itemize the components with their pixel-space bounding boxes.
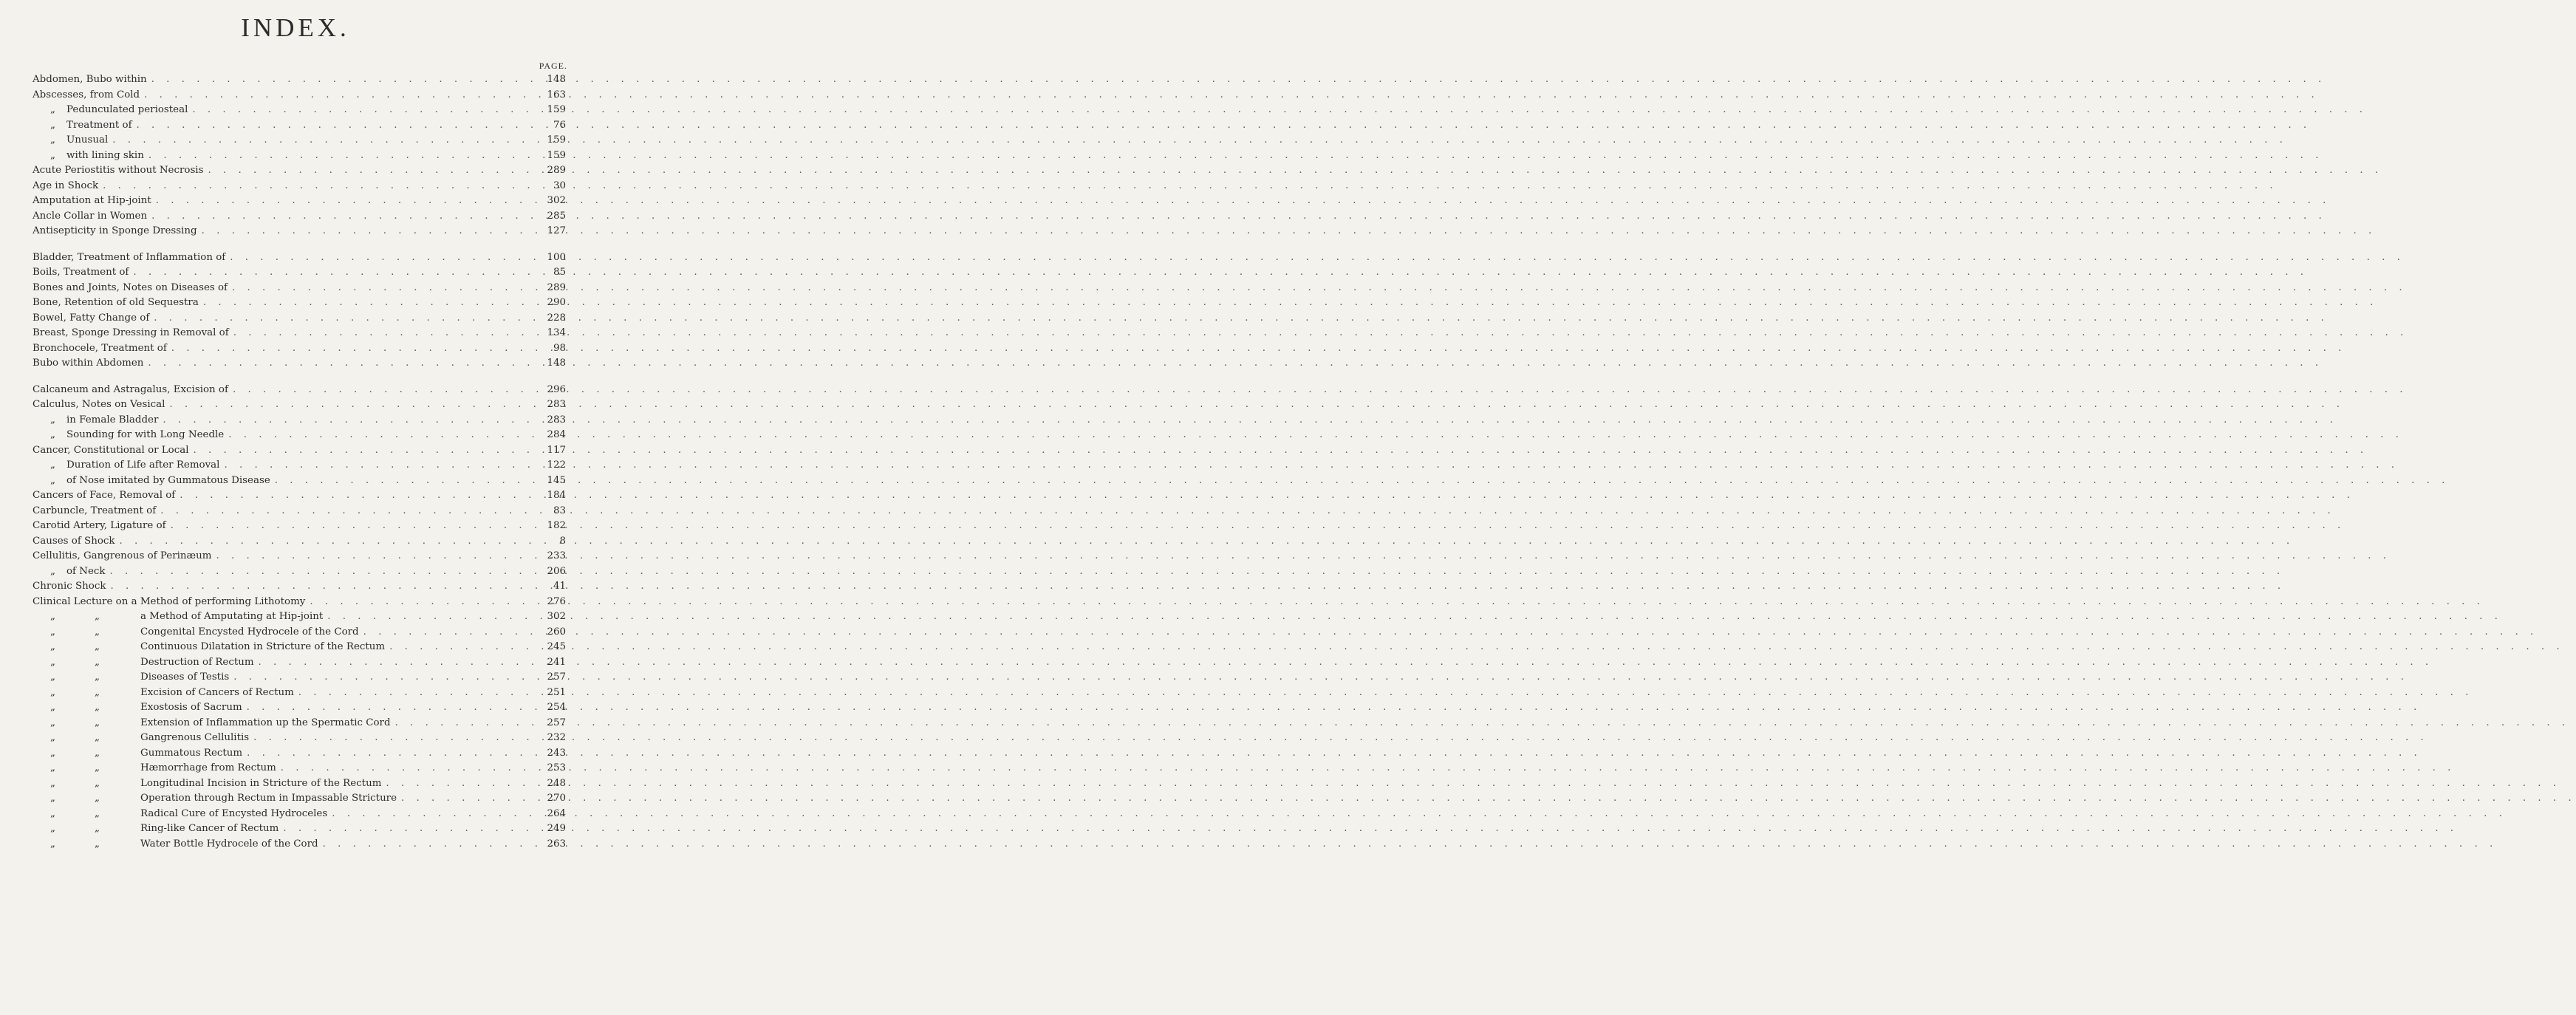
entry-page-number: 98	[553, 342, 566, 354]
ditto-mark: „	[95, 793, 100, 804]
entry-text: Gummatous Rectum	[140, 747, 243, 759]
entry-page-number: 163	[547, 89, 566, 100]
entry-page-number: 296	[547, 383, 566, 395]
index-entry	[33, 702, 566, 717]
ditto-mark: „	[50, 717, 55, 728]
dot-leader	[149, 312, 547, 324]
entry-label	[33, 505, 156, 516]
entry-text: Treatment of	[66, 119, 132, 131]
page-column-header: PAGE.	[539, 61, 567, 71]
entry-label	[33, 536, 115, 547]
dot-leader	[132, 120, 548, 131]
entry-text: a Method of Amputating at Hip-joint	[140, 611, 324, 622]
dot-leader	[144, 150, 547, 161]
entry-text: Cellulitis, Gangrenous of Perinæum	[33, 550, 212, 561]
dot-leader	[359, 626, 547, 638]
entry-label	[33, 89, 140, 100]
entry-text: Antisepticity in Sponge Dressing	[33, 225, 197, 236]
entry-text: Breast, Sponge Dressing in Removal of	[33, 327, 229, 338]
ditto-mark: „	[50, 474, 55, 486]
entry-label	[33, 459, 219, 471]
ditto-mark: „	[50, 134, 55, 146]
ditto-mark: „	[50, 656, 55, 668]
entry-text: Bronchocele, Treatment of	[33, 342, 167, 354]
entry-label	[33, 550, 211, 561]
dot-leader	[228, 384, 547, 395]
entry-page-number: 264	[547, 807, 566, 819]
entry-text: Abdomen, Bubo within	[33, 74, 147, 85]
index-entry	[33, 120, 566, 135]
index-entry	[33, 778, 566, 793]
entry-page-number: 148	[547, 358, 566, 369]
index-entry	[33, 657, 566, 672]
entry-text: Cancer, Constitutional or Local	[33, 444, 189, 456]
entry-label	[33, 312, 149, 324]
ditto-mark: „	[50, 823, 55, 834]
entry-text: Calculus, Notes on Vesical	[33, 399, 165, 410]
entry-page-number: 257	[547, 671, 566, 683]
dot-leader	[254, 657, 547, 668]
index-entry	[33, 384, 566, 400]
index-entry	[33, 808, 566, 824]
entry-page-number: 253	[547, 762, 566, 773]
entry-text: Abscesses, from Cold	[33, 89, 140, 100]
entry-page-number: 289	[547, 281, 566, 293]
entry-label	[33, 762, 276, 773]
entry-page-number: 302	[547, 611, 566, 622]
dot-leader	[224, 429, 547, 440]
entry-label	[33, 120, 132, 131]
entry-page-number: 182	[547, 520, 566, 531]
index-group	[33, 384, 566, 854]
entry-text: with lining skin	[66, 149, 144, 161]
dot-leader	[242, 748, 547, 759]
entry-page-number: 263	[547, 838, 566, 850]
entry-page-number: 283	[547, 414, 566, 426]
index-entry	[33, 252, 566, 267]
entry-page-number: 251	[547, 686, 566, 698]
entry-page-number: 148	[547, 74, 566, 85]
entry-page-number: 289	[547, 165, 566, 176]
entry-label	[33, 520, 166, 531]
entry-label	[33, 180, 98, 191]
entry-page-number: 290	[547, 297, 566, 308]
index-entry	[33, 566, 566, 581]
ditto-mark: „	[50, 686, 55, 698]
index-entry	[33, 165, 566, 180]
entry-text: of Nose imitated by Gummatous Disease	[66, 474, 270, 486]
ditto-mark: „	[50, 611, 55, 622]
entry-text: Gangrenous Cellulitis	[140, 732, 250, 743]
entry-label	[33, 732, 249, 743]
entry-label	[33, 134, 108, 146]
entry-label	[33, 252, 225, 263]
dot-leader	[229, 327, 547, 338]
entry-page-number: 117	[547, 444, 566, 456]
index-entry	[33, 687, 566, 703]
dot-leader	[189, 445, 547, 456]
index-entry	[33, 717, 566, 733]
dot-leader	[276, 762, 547, 773]
entry-label	[33, 687, 294, 698]
dot-leader	[167, 343, 548, 354]
index-entry	[33, 732, 566, 748]
ditto-mark: „	[50, 702, 55, 713]
entry-label	[33, 74, 147, 85]
index-entry	[33, 550, 566, 566]
dot-leader	[165, 399, 547, 410]
entry-label	[33, 475, 270, 486]
dot-leader	[115, 536, 548, 547]
entry-page-number: 30	[553, 180, 566, 191]
entry-text: Destruction of Rectum	[140, 656, 254, 668]
entry-label	[33, 838, 318, 850]
ditto-mark: „	[95, 777, 100, 789]
entry-text: Causes of Shock	[33, 535, 115, 547]
index-entry	[33, 312, 566, 328]
entry-label	[33, 566, 106, 577]
index-entry	[33, 838, 566, 854]
index-entry	[33, 282, 566, 298]
entry-text: Carbuncle, Treatment of	[33, 505, 157, 516]
entry-label	[33, 282, 228, 293]
entry-label	[33, 445, 189, 456]
index-entry	[33, 134, 566, 150]
entry-label	[33, 343, 167, 354]
ditto-mark: „	[50, 671, 55, 683]
entry-page-number: 122	[547, 459, 566, 471]
dot-leader	[391, 717, 547, 728]
dot-leader	[228, 282, 547, 293]
ditto-mark: „	[95, 823, 100, 834]
ditto-mark: „	[95, 686, 100, 698]
index-entry	[33, 211, 566, 226]
ditto-mark: „	[95, 762, 100, 773]
ditto-mark: „	[50, 777, 55, 789]
entry-page-number: 243	[547, 747, 566, 759]
entry-page-number: 159	[547, 134, 566, 146]
dot-leader	[147, 211, 547, 222]
entry-text: Exostosis of Sacrum	[140, 702, 242, 713]
entry-page-number: 270	[547, 793, 566, 804]
entry-text: Excision of Cancers of Rectum	[140, 686, 294, 698]
dot-leader	[106, 566, 547, 577]
entry-label	[33, 104, 188, 115]
entry-label	[33, 384, 228, 395]
entry-label	[33, 211, 147, 222]
entry-text: Age in Shock	[33, 180, 99, 191]
entry-label	[33, 150, 144, 161]
ditto-mark: „	[95, 656, 100, 668]
index-entry	[33, 327, 566, 343]
entry-text: Congenital Encysted Hydrocele of the Cord	[140, 626, 359, 638]
entry-label	[33, 748, 242, 759]
ditto-mark: „	[95, 807, 100, 819]
dot-leader	[229, 671, 547, 683]
ditto-mark: „	[50, 762, 55, 773]
index-entry	[33, 762, 566, 778]
index-entry	[33, 475, 566, 491]
dot-leader	[249, 732, 547, 743]
ditto-mark: „	[50, 459, 55, 471]
index-group	[33, 252, 566, 373]
index-entry	[33, 180, 566, 196]
ditto-mark: „	[50, 104, 55, 115]
index-entry	[33, 225, 566, 241]
entry-label	[33, 778, 381, 789]
ditto-mark: „	[95, 732, 100, 743]
entry-label	[33, 581, 106, 592]
dot-leader	[140, 89, 547, 100]
index-entry	[33, 358, 566, 373]
entry-page-number: 184	[547, 490, 566, 501]
ditto-mark: „	[50, 793, 55, 804]
ditto-mark: „	[95, 611, 100, 622]
dot-leader	[199, 297, 547, 308]
entry-text: Boils, Treatment of	[33, 267, 129, 278]
entry-page-number: 127	[547, 225, 566, 236]
ditto-mark: „	[50, 807, 55, 819]
dot-leader	[225, 252, 547, 263]
index-entry	[33, 89, 566, 105]
entry-label	[33, 414, 158, 426]
entry-page-number: 100	[547, 251, 566, 263]
entry-page-number: 284	[547, 429, 566, 440]
ditto-mark: „	[50, 747, 55, 759]
entry-text: Clinical Lecture on a Method of performing Lithotomy	[33, 595, 306, 607]
dot-leader	[129, 267, 548, 278]
index-entry	[33, 414, 566, 430]
dot-leader	[279, 823, 547, 834]
dot-leader	[147, 74, 547, 85]
ditto-mark: „	[50, 414, 55, 426]
ditto-mark: „	[50, 732, 55, 743]
dot-leader	[242, 702, 547, 713]
entry-label	[33, 195, 151, 206]
entry-label	[33, 399, 165, 410]
entry-label	[33, 611, 323, 622]
ditto-mark: „	[50, 565, 55, 577]
entry-label	[33, 429, 224, 440]
entry-text: of Neck	[66, 565, 106, 577]
entry-label	[33, 165, 203, 176]
entry-text: Diseases of Testis	[140, 671, 230, 683]
entry-label	[33, 490, 175, 501]
index-entry	[33, 343, 566, 358]
entry-text: Bladder, Treatment of Inflammation of	[33, 251, 226, 263]
entry-text: Amputation at Hip-joint	[33, 195, 151, 206]
dot-leader	[397, 793, 547, 804]
entry-text: Bubo within Abdomen	[33, 358, 144, 369]
entry-page-number: 145	[547, 474, 566, 486]
ditto-mark: „	[50, 149, 55, 161]
entry-text: Cancers of Face, Removal of	[33, 490, 176, 501]
index-entry	[33, 581, 566, 596]
index-entry	[33, 641, 566, 657]
index-entry	[33, 429, 566, 445]
entry-label	[33, 808, 327, 819]
page-title: INDEX.	[241, 13, 350, 42]
entry-text: Duration of Life after Removal	[66, 459, 220, 471]
index-entry	[33, 671, 566, 687]
entry-text: Operation through Rectum in Impassable Stricture	[140, 793, 397, 804]
index-entry	[33, 74, 566, 89]
index-entry	[33, 104, 566, 120]
dot-leader	[219, 459, 547, 471]
index-entry	[33, 520, 566, 536]
entry-page-number: 276	[547, 595, 566, 607]
index-page	[0, 0, 591, 1015]
entry-page-number: 8	[559, 535, 566, 547]
entry-page-number: 134	[547, 327, 566, 338]
entry-label	[33, 702, 242, 713]
entry-page-number: 41	[553, 581, 566, 592]
dot-leader	[305, 596, 547, 607]
index-entry	[33, 611, 566, 626]
ditto-mark: „	[95, 671, 100, 683]
dot-leader	[323, 611, 547, 622]
index-entry	[33, 267, 566, 282]
entry-label	[33, 327, 229, 338]
entry-text: Radical Cure of Encysted Hydroceles	[140, 807, 328, 819]
dot-leader	[385, 641, 547, 652]
ditto-mark: „	[50, 641, 55, 652]
entry-text: Ring-like Cancer of Rectum	[140, 823, 279, 834]
entry-text: Unusual	[66, 134, 109, 146]
index-entry	[33, 626, 566, 642]
entry-text: Longitudinal Incision in Stricture of the Rectum	[140, 777, 382, 789]
dot-leader	[188, 104, 547, 115]
dot-leader	[327, 808, 547, 819]
index-list	[33, 74, 566, 864]
entry-label	[33, 596, 305, 607]
entry-page-number: 228	[547, 312, 566, 324]
entry-text: Sounding for with Long Needle	[66, 429, 225, 440]
entry-label	[33, 626, 359, 638]
ditto-mark: „	[95, 747, 100, 759]
entry-page-number: 233	[547, 550, 566, 561]
dot-leader	[151, 195, 547, 206]
dot-leader	[270, 475, 547, 486]
entry-page-number: 241	[547, 656, 566, 668]
entry-text: in Female Bladder	[66, 414, 159, 426]
index-entry	[33, 748, 566, 763]
entry-label	[33, 358, 143, 369]
entry-page-number: 85	[553, 267, 566, 278]
dot-leader	[175, 490, 547, 501]
entry-text: Carotid Artery, Ligature of	[33, 520, 166, 531]
index-entry	[33, 297, 566, 312]
entry-label	[33, 671, 229, 683]
ditto-mark: „	[50, 429, 55, 440]
index-entry	[33, 399, 566, 414]
index-entry	[33, 823, 566, 838]
dot-leader	[108, 134, 547, 146]
ditto-mark: „	[95, 626, 100, 638]
entry-page-number: 159	[547, 104, 566, 115]
entry-page-number: 159	[547, 149, 566, 161]
entry-text: Continuous Dilatation in Stricture of the Rectum	[140, 641, 386, 652]
dot-leader	[294, 687, 547, 698]
entry-text: Water Bottle Hydrocele of the Cord	[140, 838, 318, 850]
entry-label	[33, 717, 391, 728]
entry-page-number: 283	[547, 399, 566, 410]
dot-leader	[106, 581, 548, 592]
ditto-mark: „	[50, 119, 55, 131]
dot-leader	[143, 358, 547, 369]
ditto-mark: „	[95, 641, 100, 652]
entry-text: Acute Periostitis without Necrosis	[33, 165, 204, 176]
entry-label	[33, 657, 254, 668]
index-group	[33, 74, 566, 241]
entry-label	[33, 641, 385, 652]
entry-page-number: 245	[547, 641, 566, 652]
dot-leader	[166, 520, 547, 531]
ditto-mark: „	[50, 838, 55, 850]
entry-text: Ancle Collar in Women	[33, 210, 148, 222]
entry-text: Pedunculated periosteal	[66, 104, 188, 115]
entry-page-number: 232	[547, 732, 566, 743]
index-entry	[33, 596, 566, 612]
entry-label	[33, 225, 197, 236]
entry-page-number: 254	[547, 702, 566, 713]
entry-page-number: 302	[547, 195, 566, 206]
entry-page-number: 206	[547, 565, 566, 577]
entry-text: Bowel, Fatty Change of	[33, 312, 150, 324]
entry-page-number: 257	[547, 717, 566, 728]
ditto-mark: „	[50, 626, 55, 638]
dot-leader	[156, 505, 548, 516]
index-entry	[33, 505, 566, 521]
entry-page-number: 249	[547, 823, 566, 834]
entry-page-number: 260	[547, 626, 566, 638]
entry-page-number: 76	[553, 119, 566, 131]
entry-text: Extension of Inflammation up the Spermatic Cord	[140, 717, 391, 728]
entry-text: Hæmorrhage from Rectum	[140, 762, 276, 773]
entry-text: Bones and Joints, Notes on Diseases of	[33, 281, 228, 293]
index-entry	[33, 445, 566, 460]
dot-leader	[203, 165, 547, 176]
dot-leader	[211, 550, 547, 561]
dot-leader	[381, 778, 547, 789]
dot-leader	[318, 838, 547, 850]
index-entry	[33, 150, 566, 165]
entry-text: Calcaneum and Astragalus, Excision of	[33, 383, 228, 395]
index-entry	[33, 793, 566, 808]
entry-text: Chronic Shock	[33, 581, 106, 592]
entry-page-number: 83	[553, 505, 566, 516]
index-entry	[33, 536, 566, 551]
entry-label	[33, 793, 397, 804]
entry-label	[33, 297, 199, 308]
dot-leader	[158, 414, 547, 426]
ditto-mark: „	[95, 702, 100, 713]
entry-page-number: 248	[547, 777, 566, 789]
index-entry	[33, 195, 566, 211]
dot-leader	[98, 180, 548, 191]
ditto-mark: „	[95, 717, 100, 728]
entry-page-number: 285	[547, 210, 566, 222]
entry-label	[33, 267, 129, 278]
ditto-mark: „	[95, 838, 100, 850]
entry-label	[33, 823, 279, 834]
index-entry	[33, 490, 566, 505]
dot-leader	[197, 225, 547, 236]
entry-text: Bone, Retention of old Sequestra	[33, 297, 199, 308]
index-entry	[33, 459, 566, 475]
